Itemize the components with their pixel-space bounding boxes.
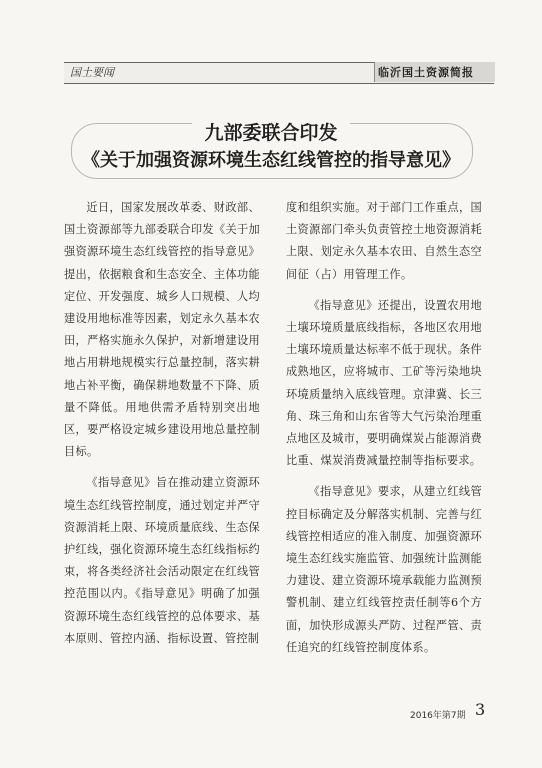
- article-title-document: 《关于加强资源环境生态红线管控的指导意见》: [82, 150, 460, 171]
- publication-name: 临沂国土资源简报: [378, 66, 474, 79]
- paragraph: 《指导意见》旨在推动建立资源环境生态红线管控制度，通过划定并严守资源消耗上限、环境质量底线、生态保护红线，强化资源环境生态红线指标约束，将各类经济社会活动限定在红线管控范围以内。《指导意见》明确了加强资源环境生态红线管控的总体要求、基本原则、管控内涵、指标设置、管控制: [64, 476, 260, 645]
- page-number: 3: [475, 700, 486, 719]
- paragraph: 《指导意见》要求，从建立红线管控目标确定及分解落实机制、完善与红线管控相适应的准入制度、加强资源环境生态红线实施监管、加强统计监测能力建设、建立资源环境承载能力监测预警机制、建立红线管控责任制等6个方面，加快形成源头严防、过程严管、责任追究的红线管控制度体系。: [286, 485, 482, 654]
- paragraph: 《指导意见》还提出，设置农用地土壤环境质量底线指标，各地区农用地土壤环境质量达标率不低于现状。条件成熟地区，应将城市、工矿等污染地块环境质量纳入底线管理。京津冀、长三角、珠三角和山东省等大气污染治理重点地区及城市，要明确煤炭占能源消费比重、煤炭消费减量控制等指标要求。: [286, 298, 482, 468]
- section-label: 国土要闻: [70, 66, 114, 79]
- paragraph-continued: 度和组织实施。对于部门工作重点，国土资源部门牵头负责管控土地资源消耗上限、划定永久基本农田、自然生态空间征（占）用管理工作。: [286, 201, 482, 281]
- left-column: [64, 197, 260, 659]
- article-title-main: 九部委联合印发: [204, 122, 338, 144]
- paragraph: 近日，国家发展改革委、财政部、国土资源部等九部委联合印发《关于加强资源环境生态红线管控的指导意见》提出，依据粮食和生态安全、主体功能定位、开发强度、城乡人口规模、人均建设用地标准等因素，划定永久基本农田，严格实施永久保护，对新增建设用地占用耕地规模实行总量控制，落实耕地占补平衡，确保耕地数量不下降、质量不降低。用地供需矛盾特别突出地区，要严格设定城乡建设用地总量控制目标。: [64, 201, 260, 459]
- right-column: [286, 197, 482, 668]
- issue-label: 2016年第7期: [410, 711, 466, 721]
